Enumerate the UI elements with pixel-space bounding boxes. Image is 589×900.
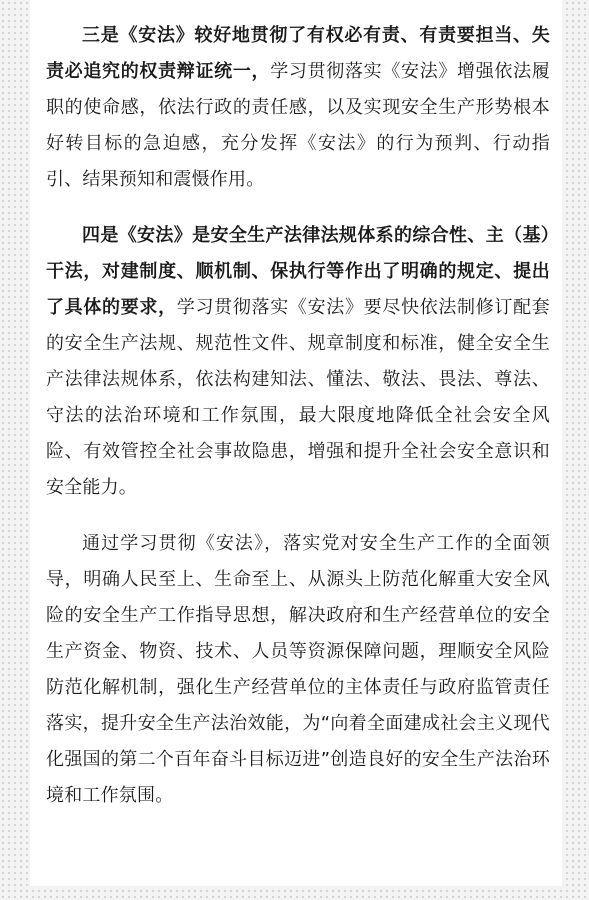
- paragraph-4: [46, 218, 550, 506]
- paragraph-3: [46, 18, 550, 198]
- paragraph-4-lead: 四是《安法》是安全生产法律法规体系的综合性、主（基）干法，对建制度、顺机制、保执行等作出了明确的规定、提出了具体的要求，: [46, 225, 550, 318]
- paragraph-4-body: 学习贯彻落实《安法》要尽快依法制修订配套的安全生产法规、规范性文件、规章制度和标准，健全安全生产法律法规体系，依法构建知法、懂法、敬法、畏法、尊法、守法的法治环境和工作氛围，最大限度地降低全社会安全风险、有效管控全社会事故隐患，增强和提升全社会安全意识和安全能力。: [46, 297, 550, 498]
- paragraph-3-body: 学习贯彻落实《安法》增强依法履职的使命感，依法行政的责任感，以及实现安全生产形势根本好转目标的急迫感，充分发挥《安法》的行为预判、行动指引、结果预知和震慑作用。: [46, 61, 550, 190]
- paragraph-conclusion: [46, 526, 550, 814]
- paragraph-3-lead: 三是《安法》较好地贯彻了有权必有责、有责要担当、失责必追究的权责辩证统一，: [46, 25, 550, 82]
- article-content: [30, 0, 562, 886]
- paragraph-conclusion-body: 通过学习贯彻《安法》，落实党对安全生产工作的全面领导，明确人民至上、生命至上、从源头上防范化解重大安全风险的安全生产工作指导思想，解决政府和生产经营单位的安全生产资金、物资、技术、人员等资源保障问题，理顺安全风险防范化解机制，强化生产经营单位的主体责任与政府监管责任落实，提升安全生产法治效能，为“向着全面建成社会主义现代化强国的第二个百年奋斗目标迈进”创造良好的安全生产法治环境和工作氛围。: [46, 533, 550, 806]
